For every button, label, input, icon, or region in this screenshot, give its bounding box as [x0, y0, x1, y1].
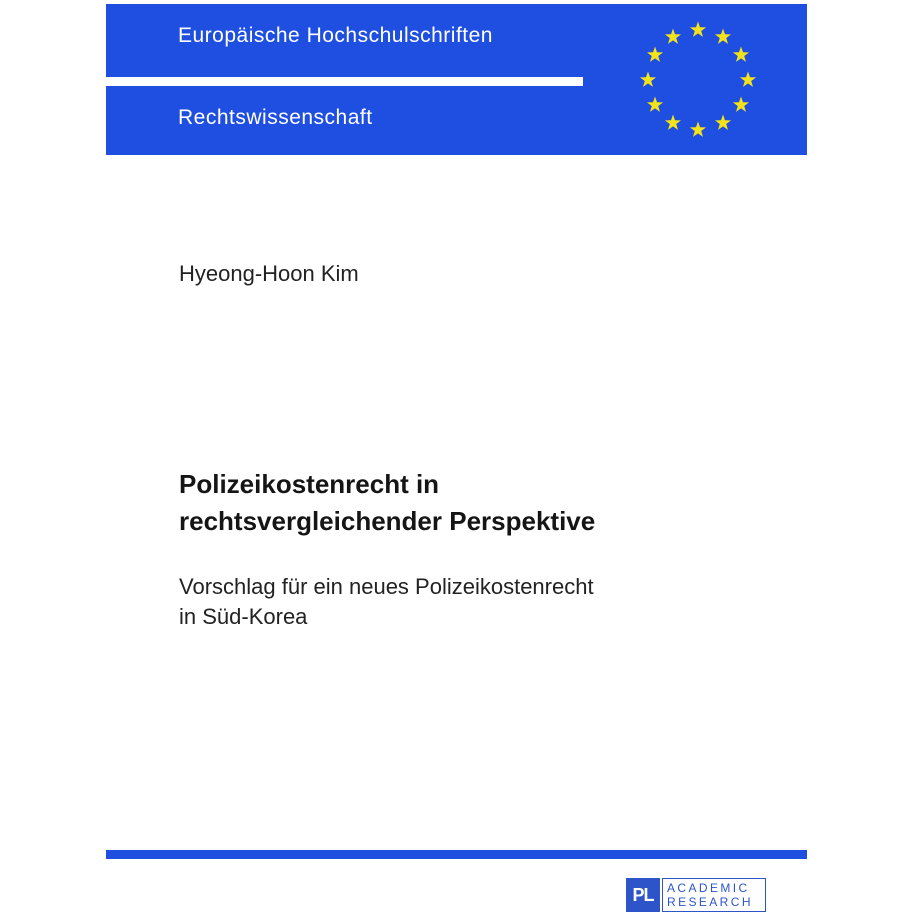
book-title-line-1: Polizeikostenrecht in	[179, 469, 440, 499]
book-title	[179, 466, 595, 540]
publisher-mark: PL	[626, 878, 660, 912]
book-subtitle-line-1: Vorschlag für ein neues Polizeikostenrecht	[179, 574, 594, 599]
publisher-logo	[626, 878, 766, 912]
eu-star-circle-icon	[628, 14, 768, 144]
book-subtitle-line-2: in Süd-Korea	[179, 604, 308, 629]
series-banner	[106, 4, 807, 155]
series-title: Europäische Hochschulschriften	[178, 24, 493, 47]
publisher-name-line-1: ACADEMIC	[667, 881, 750, 895]
publisher-name-box	[662, 878, 766, 912]
book-subtitle	[179, 572, 594, 632]
series-subtitle: Rechtswissenschaft	[178, 106, 373, 129]
publisher-name-line-2: RESEARCH	[667, 895, 753, 909]
bottom-rule	[106, 850, 807, 859]
author-name: Hyeong-Hoon Kim	[179, 261, 359, 286]
book-title-line-2: rechtsvergleichender Perspektive	[179, 506, 596, 536]
banner-divider	[106, 77, 583, 86]
